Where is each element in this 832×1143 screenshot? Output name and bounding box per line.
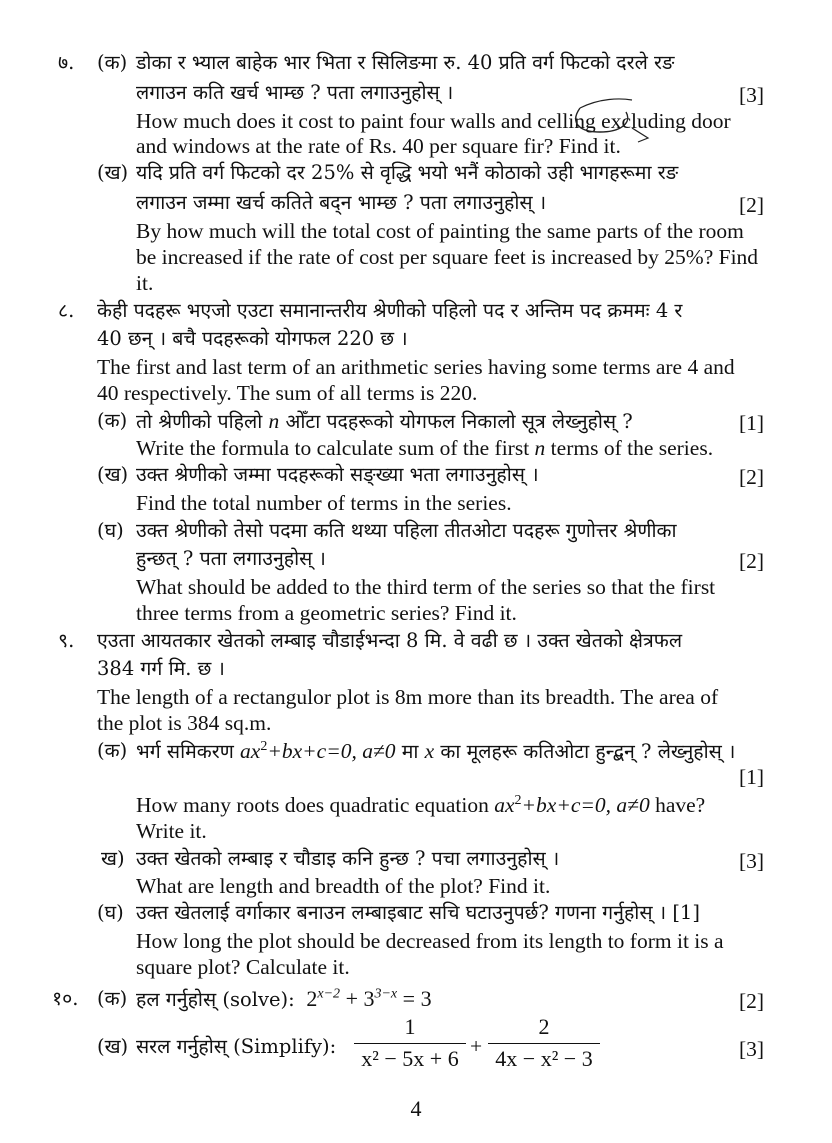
q8-nepali-line2: 40 छन् । बचै पदहरूको योगफल 220 छ । [97, 327, 408, 350]
handwritten-circle-annotation [560, 90, 660, 150]
q7a-marks: [3] [739, 83, 765, 107]
q7b-nepali-line1: यदि प्रति वर्ग फिटको दर 25% से वृद्धि भयो भनैं कोठाको उही भागहरूमा रङ [136, 161, 679, 184]
q9-nepali-line1: एउता आयतकार खेतको लम्बाइ चौडाईभन्दा 8 मि. वे वढी छ । उक्त खेतको क्षेत्रफल [97, 629, 683, 652]
q7b-marks: [2] [739, 193, 765, 217]
q9b-marks: [3] [739, 849, 765, 873]
q9a-marks: [1] [739, 765, 765, 789]
q9-english-line2: the plot is 384 sq.m. [97, 711, 272, 735]
q7a-english-line2: and windows at the rate of Rs. 40 per square fir? Find it. [136, 134, 621, 158]
q8c-nepali-line1: उक्त श्रेणीको तेसो पदमा कति थथ्या पहिला तीतओटा पदहरू गुणोत्तर श्रेणीका [136, 519, 677, 542]
q9-english-line1: The length of a rectangulor plot is 8m more than its breadth. The area of [97, 685, 719, 709]
q8-english-line1: The first and last term of an arithmetic series having some terms are 4 and [97, 355, 735, 379]
q8a-nepali: तो श्रेणीको पहिलो n ओँटा पदहरूको योगफल निकालो सूत्र लेख्नुहोस् ? [136, 409, 633, 433]
q7b-english-line2: be increased if the rate of cost per square feet is increased by 25%? Find [136, 245, 759, 269]
q8b-label: (ख) [97, 463, 129, 486]
q9a-label: (क) [97, 739, 128, 762]
q10a-text: हल गर्नुहोस् (solve): $2^{x-2} + 3^{3-x} = 3$ [136, 986, 432, 1011]
q9a-english-line1: How many roots does quadratic equation $ax^2+bx+c=0$, a≠0 have? [136, 792, 706, 817]
q7a-label: (क) [97, 51, 128, 74]
q9c-english-line2: square plot? Calculate it. [136, 955, 350, 979]
fraction-1-denominator: x² − 5x + 6 [361, 1046, 459, 1071]
q8-nepali-line1: केही पदहरू भएजो एउटा समानान्तरीय श्रेणीको पहिलो पद र अन्तिम पद क्रममः 4 र [97, 299, 683, 322]
q8b-nepali: उक्त श्रेणीको जम्मा पदहरूको सङ्ख्या भता लगाउनुहोस् । [136, 463, 539, 486]
fraction-1-numerator: 1 [404, 1014, 416, 1039]
question-10-number: १०. [52, 987, 79, 1010]
question-8-number: ८. [58, 299, 75, 322]
q9c-label: (घ) [97, 901, 124, 924]
question-9-number: ९. [58, 629, 75, 652]
q10b-marks: [3] [739, 1037, 765, 1061]
q7b-label: (ख) [97, 161, 129, 184]
page-number: 4 [410, 1096, 422, 1121]
q10a-marks: [2] [739, 989, 765, 1013]
q7b-nepali-line2: लगाउन जम्मा खर्च कतिते बद्न भाम्छ ? पता लगाउनुहोस् । [136, 191, 547, 214]
q8a-marks: [1] [739, 411, 765, 435]
q7a-nepali-line1: डोका र भ्याल बाहेक भार भिता र सिलिङमा रु. 40 प्रति वर्ग फिटको दरले रङ [136, 51, 675, 74]
q9c-english-line1: How long the plot should be decreased from its length to form it is a [136, 929, 724, 953]
fraction-2-numerator: 2 [538, 1014, 550, 1039]
q8-english-line2: 40 respectively. The sum of all terms is 220. [97, 381, 478, 405]
q8c-nepali-line2: हुन्छत् ? पता लगाउनुहोस् । [136, 547, 326, 570]
q8b-marks: [2] [739, 465, 765, 489]
q8a-english: Write the formula to calculate sum of the first n terms of the series. [136, 436, 714, 460]
q8a-label: (क) [97, 409, 128, 432]
q8c-english-line1: What should be added to the third term of the series so that the first [136, 575, 716, 599]
q8c-label: (घ) [97, 519, 124, 542]
q8c-marks: [2] [739, 549, 765, 573]
q8b-english: Find the total number of terms in the series. [136, 491, 512, 515]
q7b-english-line1: By how much will the total cost of painting the same parts of the room [136, 219, 744, 243]
q7a-english-line1: How much does it cost to paint four walls and celling excluding door [136, 109, 731, 133]
fraction-2 [488, 1014, 600, 1072]
q7b-english-line3: it. [136, 271, 154, 295]
fraction-2-denominator: 4x − x² − 3 [495, 1046, 593, 1071]
q7a-nepali-line2: लगाउन कति खर्च भाम्छ ? पता लगाउनुहोस् । [136, 81, 454, 104]
q9b-english: What are length and breadth of the plot? Find it. [136, 874, 551, 898]
question-7-number: ७. [58, 51, 75, 74]
q10b-label: (ख) [97, 1035, 129, 1058]
fraction-1 [354, 1014, 466, 1072]
fraction-plus-sign: + [470, 1034, 483, 1058]
q9b-label: ख) [101, 847, 125, 870]
q10b-text: सरल गर्नुहोस् (Simplify): [136, 1035, 337, 1058]
q9c-nepali: उक्त खेतलाई वर्गाकार बनाउन लम्बाइबाट सचि घटाउनुपर्छ? गणना गर्नुहोस् । [1] [136, 901, 700, 924]
q9-nepali-line2: 384 गर्ग मि. छ । [97, 657, 225, 680]
q9a-english-line2: Write it. [136, 819, 207, 843]
q9b-nepali: उक्त खेतको लम्बाइ र चौडाइ कनि हुन्छ ? पचा लगाउनुहोस् । [136, 847, 560, 870]
q9a-nepali: भर्ग समिकरण $ax^2+bx+c=0$, a≠0 मा x का मूलहरू कतिओटा हुन्द्बन् ? लेख्नुहोस् । [136, 738, 736, 763]
q8c-english-line2: three terms from a geometric series? Find it. [136, 601, 517, 625]
q10a-label: (क) [97, 987, 128, 1010]
